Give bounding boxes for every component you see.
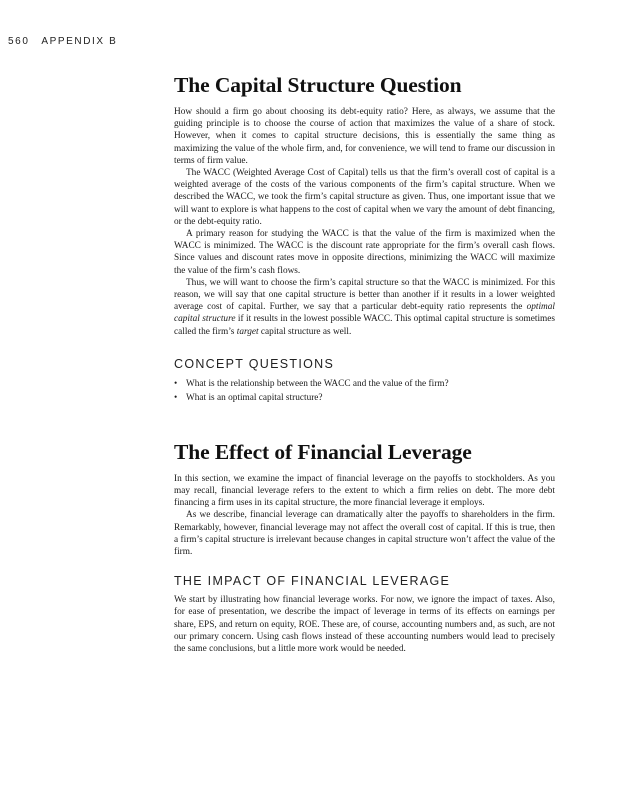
list-item	[174, 377, 555, 392]
body-paragraph: How should a firm go about choosing its debt-equity ratio? Here, as always, we assume that the guiding principle is to choose the course of action that maximizes the value of a share of stock. However, when it comes to capital structure decisions, this is essentially the same thing as maximizing the value of the whole firm, and, for convenience, we will tend to frame our discussion in terms of firm value.	[174, 107, 555, 166]
running-head-label: APPENDIX B	[41, 36, 118, 47]
key-term-optimal-capital-structure: optimal capital structure	[174, 302, 555, 325]
bullet-icon: •	[174, 393, 178, 404]
body-paragraph: A primary reason for studying the WACC is that the value of the firm is maximized when the WACC is minimized. The WACC is the discount rate appropriate for the firm’s overall cash flows. Since values and discount rates move in opposite directions, minimizing the WACC will maximize the value of the firm’s cash flows.	[174, 229, 555, 276]
paragraph-text: if it results in the lowest possible WACC. This optimal capital structure is sometimes called the firm’s	[174, 314, 555, 337]
body-paragraph	[174, 277, 555, 338]
bullet-icon: •	[174, 378, 178, 389]
body-paragraph: The WACC (Weighted Average Cost of Capital) tells us that the firm’s overall cost of capital is a weighted average of the costs of the various components of the firm’s capital structure. When we described the WACC, we took the firm’s capital structure as given. Thus, one important issue that we will want to explore is what happens to the cost of capital when we vary the amount of debt financing, or the debt-equity ratio.	[174, 168, 555, 227]
page-body	[174, 72, 555, 655]
question-text: What is the relationship between the WACC and the value of the firm?	[186, 378, 449, 389]
list-item	[174, 391, 555, 406]
key-term-target: target	[236, 326, 259, 337]
body-paragraph: We start by illustrating how financial leverage works. For now, we ignore the impact of taxes. Also, for ease of presentation, we describe the impact of leverage in terms of its effects on earnings per share, EPS, and return on equity, ROE. These are, of course, accounting numbers and, as such, are not our primary concern. Using cash flows instead of these accounting numbers would lead to precisely the same conclusions, but a little more work would be needed.	[174, 595, 555, 655]
concept-questions-list	[174, 377, 555, 406]
section-title-capital-structure: The Capital Structure Question	[174, 73, 462, 97]
concept-questions-heading: CONCEPT QUESTIONS	[174, 356, 335, 371]
section-effect-of-leverage	[174, 439, 555, 558]
body-paragraph: In this section, we examine the impact of financial leverage on the payoffs to stockholders. As you may recall, financial leverage refers to the extent to which a firm relies on debt. The more debt financing a firm uses in its capital structure, the more financial leverage it employs.	[174, 473, 555, 509]
subsection-heading: THE IMPACT OF FINANCIAL LEVERAGE	[174, 574, 451, 589]
question-text: What is an optimal capital structure?	[186, 393, 323, 404]
section-title-financial-leverage: The Effect of Financial Leverage	[174, 439, 472, 464]
running-head	[8, 36, 117, 47]
paragraph-text: capital structure as well.	[258, 326, 352, 337]
page-number: 560	[8, 36, 30, 47]
paragraph-text: Thus, we will want to choose the firm’s capital structure so that the WACC is minimized. For this reason, we will say that one capital structure is better than another if it results in a lower weighted average cost of capital. Further, we say that a particular debt-equity ratio represents the	[174, 277, 555, 313]
body-paragraph: As we describe, financial leverage can dramatically alter the payoffs to shareholders in the firm. Remarkably, however, financial leverage may not affect the overall cost of capital. If this is true, then a firm’s capital structure is irrelevant because changes in capital structure won’t affect the value of the firm.	[174, 510, 555, 558]
